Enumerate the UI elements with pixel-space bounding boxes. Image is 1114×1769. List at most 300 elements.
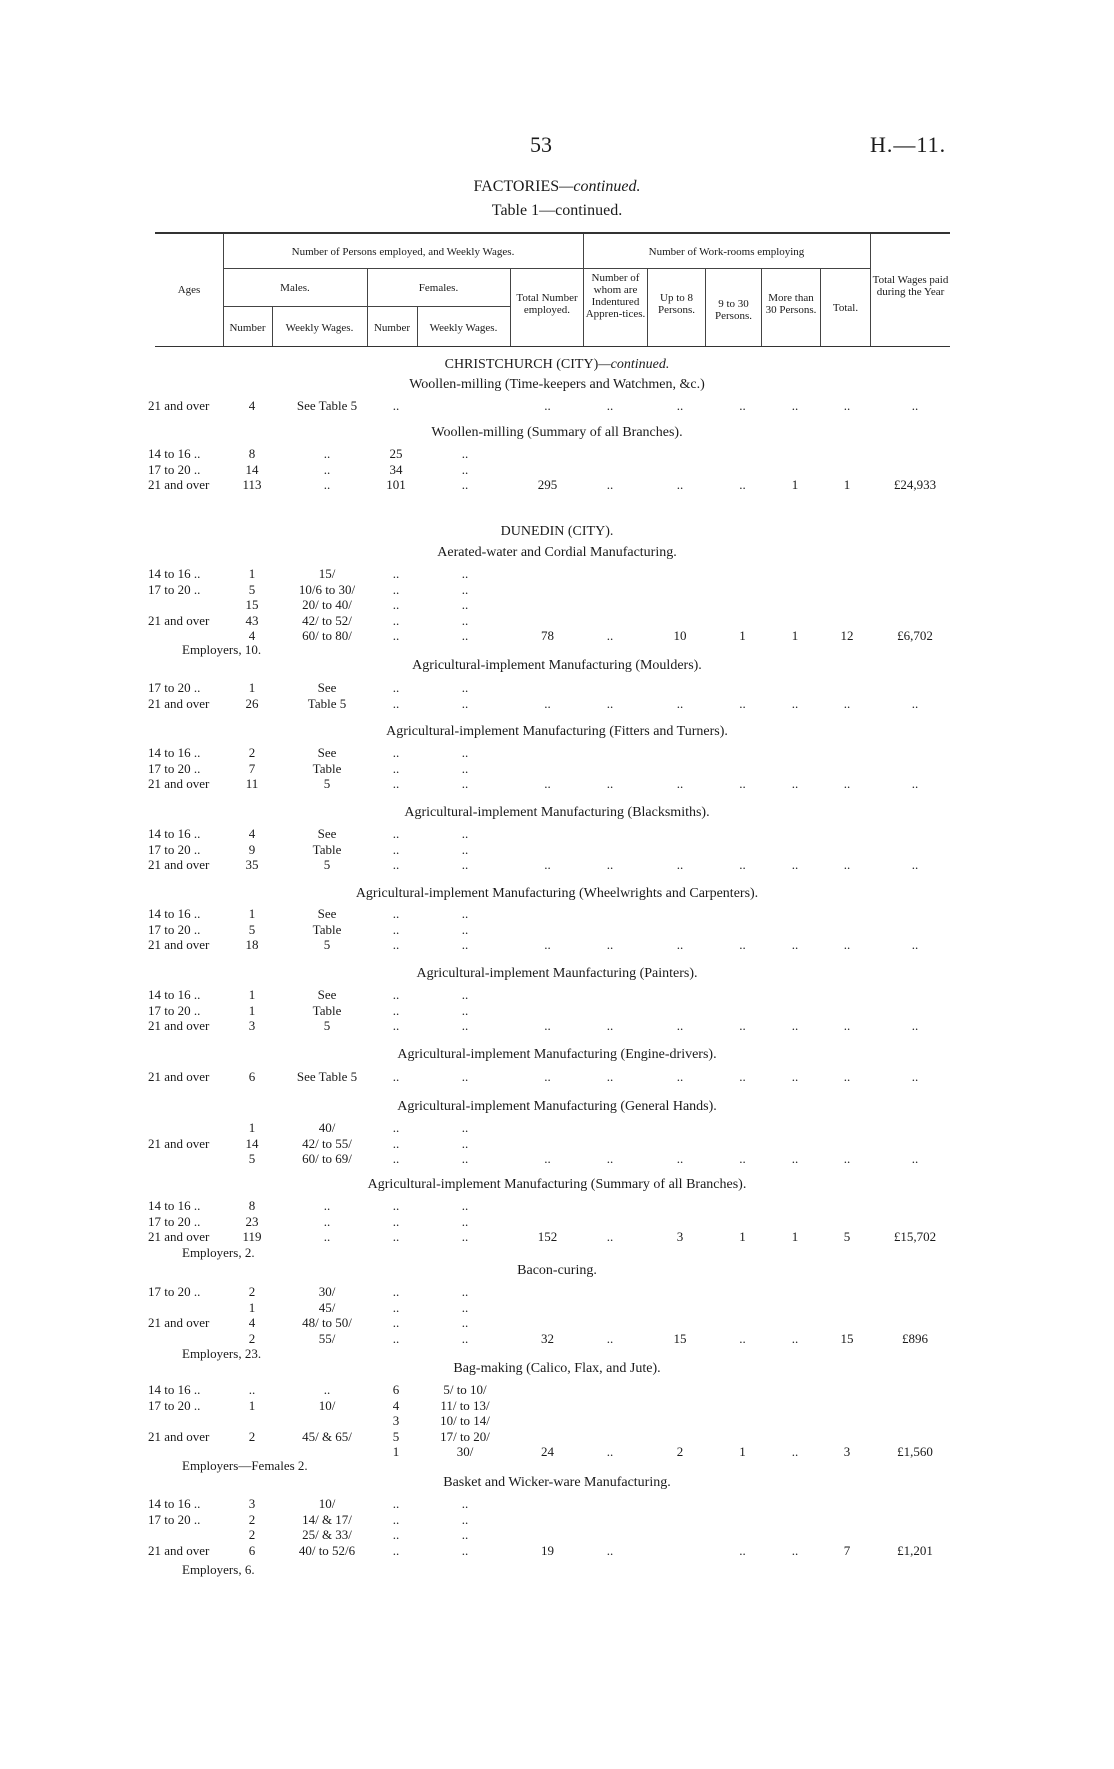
cell-female-wages: 11/ to 13/ (440, 1397, 490, 1413)
cell-apprentices: .. (606, 1018, 614, 1033)
cell-9-to-30: .. (739, 1151, 746, 1166)
cell-male-wages: 5 (323, 776, 331, 791)
cell-female-wages: .. (461, 760, 469, 776)
cell-female-wages: .. (461, 921, 469, 937)
cell-total-wages: .. (911, 1151, 919, 1166)
cell-female-number: .. (392, 1527, 400, 1542)
cell-female-wages: .. (461, 1018, 469, 1033)
cell-female-wages: .. (461, 1229, 469, 1244)
title-cont: —continued. (559, 178, 641, 195)
cell-female-wages: .. (461, 745, 469, 760)
cell-male-wages: See Table 5 (296, 1069, 358, 1084)
cell-up-to-8: .. (676, 1151, 684, 1166)
cell-up-to-8: .. (676, 1018, 684, 1033)
cell-male-number: 6 (248, 1069, 256, 1084)
cell-age: 14 to 16 .. (148, 987, 201, 1002)
cell-total-employed: 78 (541, 628, 554, 643)
table-row (0, 826, 1114, 842)
cell-male-number: 1 (248, 987, 256, 1002)
cell-male-number: 9 (248, 841, 256, 857)
cell-female-wages: .. (461, 857, 469, 872)
cell-female-wages: 30/ (456, 1444, 474, 1459)
cell-apprentices: .. (606, 1151, 614, 1166)
cell-apprentices: .. (606, 776, 614, 791)
cell-male-number: 43 (245, 612, 259, 628)
table-row (0, 1429, 1114, 1445)
cell-total: .. (843, 857, 851, 872)
table-row (0, 922, 1114, 938)
cell-age: 14 to 16 .. (148, 1198, 201, 1213)
cell-more-than-30: .. (791, 1151, 799, 1166)
cell-female-wages: .. (461, 477, 469, 492)
cell-male-wages: Table (312, 921, 342, 937)
cell-age: 14 to 16 .. (148, 745, 201, 760)
cell-male-wages: 60/ to 69/ (302, 1151, 352, 1166)
table-row (0, 1331, 1114, 1347)
cell-age: 21 and over (148, 695, 210, 711)
cell-9-to-30: .. (739, 695, 746, 711)
cell-female-number: .. (392, 1229, 400, 1244)
cell-female-wages: 10/ to 14/ (440, 1413, 490, 1428)
cell-male-number: 8 (248, 446, 256, 461)
cell-total-wages: .. (911, 398, 919, 413)
cell-male-number: 8 (248, 1198, 256, 1213)
section-title: Agricultural-implement Manufacturing (Blacksmiths). (404, 805, 710, 820)
table-row (0, 566, 1114, 582)
cell-age: 17 to 20 .. (148, 841, 201, 857)
cell-female-number: .. (392, 1284, 400, 1299)
cell-male-wages: .. (323, 477, 331, 492)
cell-female-wages: .. (461, 1496, 469, 1511)
cell-male-number: 5 (248, 1151, 256, 1166)
cell-age: 14 to 16 .. (148, 446, 201, 461)
region-christchurch (0, 357, 1114, 373)
cell-9-to-30: .. (739, 776, 746, 791)
cell-age: 21 and over (148, 1315, 210, 1330)
cell-age: 21 and over (148, 776, 210, 791)
section-title: Agricultural-implement Maunfacturing (Painters). (416, 966, 698, 981)
cell-total-employed: 32 (541, 1330, 554, 1346)
table-row (0, 1382, 1114, 1398)
table-row (0, 1069, 1114, 1085)
cell-male-number: 1 (248, 566, 256, 581)
section-title: Bacon-curing. (517, 1263, 597, 1278)
table-row (0, 776, 1114, 792)
cell-more-than-30: .. (791, 1444, 799, 1459)
cell-female-number: 34 (389, 461, 403, 477)
cell-age: 17 to 20 .. (148, 1511, 201, 1527)
cell-female-number: .. (392, 906, 400, 921)
cell-up-to-8: .. (676, 776, 684, 791)
cell-male-wages: See (317, 826, 337, 841)
cell-female-wages: .. (461, 1284, 469, 1299)
cell-female-wages: .. (461, 1527, 469, 1542)
cell-age: 17 to 20 .. (148, 1002, 201, 1018)
cell-total-wages: .. (911, 1018, 919, 1033)
cell-male-number: 113 (242, 477, 262, 492)
cell-apprentices: .. (606, 857, 614, 872)
cell-male-wages: 42/ to 52/ (302, 612, 352, 628)
cell-male-wages: 40/ (318, 1120, 336, 1135)
cell-more-than-30: .. (791, 695, 799, 711)
cell-female-wages: .. (461, 1120, 469, 1135)
cell-apprentices: .. (606, 1330, 614, 1346)
cell-apprentices: .. (606, 477, 614, 492)
cell-9-to-30: .. (739, 398, 746, 413)
table-row (0, 1284, 1114, 1300)
cell-male-number: 14 (245, 461, 259, 477)
cell-age: 21 and over (148, 398, 210, 413)
cell-total: 5 (843, 1229, 851, 1244)
section-title: Agricultural-implement Manufacturing (Wheelwrights and Carpenters). (355, 886, 759, 901)
cell-apprentices: .. (606, 1542, 614, 1558)
cell-female-wages: .. (461, 1511, 469, 1527)
cell-female-wages: .. (461, 581, 469, 597)
cell-male-number: .. (248, 1382, 256, 1397)
section-title: Basket and Wicker-ware Manufacturing. (443, 1475, 671, 1490)
cell-female-number: .. (392, 1069, 400, 1084)
cell-male-number: 3 (248, 1018, 256, 1033)
cell-female-wages: .. (461, 1151, 469, 1166)
cell-female-wages: .. (461, 1330, 469, 1346)
cell-female-number: .. (392, 1198, 400, 1213)
cell-male-number: 4 (248, 628, 256, 643)
cell-9-to-30: 1 (739, 1229, 746, 1244)
cell-female-wages: 17/ to 20/ (440, 1428, 490, 1444)
section-title: Agricultural-implement Manufacturing (Summary of all Branches). (367, 1177, 747, 1192)
cell-female-number: 4 (392, 1397, 400, 1413)
cell-total: .. (843, 1069, 851, 1084)
cell-more-than-30: .. (791, 1069, 799, 1084)
table-row (0, 1496, 1114, 1512)
table-row (0, 842, 1114, 858)
cell-total-employed: 295 (537, 477, 558, 492)
cell-age: 21 and over (148, 1428, 210, 1444)
cell-9-to-30: 1 (739, 628, 746, 643)
table-row (0, 1300, 1114, 1316)
cell-female-wages: .. (461, 612, 469, 628)
table-row (0, 462, 1114, 478)
cell-total-wages: £1,560 (897, 1444, 933, 1459)
document-reference: H.—11. (870, 132, 947, 157)
col-males: Males. (280, 282, 310, 294)
cell-more-than-30: .. (791, 1018, 799, 1033)
cell-female-number: .. (392, 826, 400, 841)
cell-female-wages: .. (461, 446, 469, 461)
region-christchurch-cont: —continued. (598, 357, 670, 372)
cell-male-number: 1 (248, 906, 256, 921)
table-row (0, 937, 1114, 953)
table-row (0, 1543, 1114, 1559)
cell-male-wages: 10/ (318, 1496, 336, 1511)
section-title: Agricultural-implement Manufacturing (Engine-drivers). (397, 1047, 717, 1062)
cell-up-to-8: .. (676, 857, 684, 872)
table-row (0, 628, 1114, 644)
section-title: Woollen-milling (Summary of all Branches). (431, 425, 683, 440)
region-christchurch-name: CHRISTCHURCH (CITY) (444, 357, 599, 372)
cell-female-wages: .. (461, 1213, 469, 1229)
cell-total: 3 (843, 1444, 851, 1459)
cell-total-employed: .. (544, 937, 551, 952)
cell-total: 1 (843, 477, 851, 492)
cell-male-wages: 5 (323, 937, 331, 952)
cell-more-than-30: 1 (791, 1229, 799, 1244)
cell-female-number: .. (392, 857, 400, 872)
cell-female-wages: .. (461, 937, 469, 952)
table-row (0, 1512, 1114, 1528)
cell-age: 21 and over (148, 612, 210, 628)
cell-total-wages: .. (911, 937, 919, 952)
cell-9-to-30: .. (739, 937, 746, 952)
cell-male-wages: 40/ to 52/6 (298, 1542, 356, 1558)
cell-female-number: .. (392, 1511, 400, 1527)
col-9-to-30: 9 to 30 Persons. (715, 298, 752, 322)
cell-total: 12 (840, 628, 854, 643)
cell-male-wages: 10/ (318, 1397, 336, 1413)
cell-male-wages: .. (323, 1229, 331, 1244)
cell-female-number: .. (392, 1542, 400, 1558)
table-row (0, 1151, 1114, 1167)
col-females-wages: Weekly Wages. (429, 322, 498, 334)
col-total: Total. (832, 302, 859, 314)
cell-female-number: .. (392, 937, 400, 952)
cell-male-wages: .. (323, 446, 331, 461)
cell-female-number: .. (392, 1002, 400, 1018)
table-row (0, 1398, 1114, 1414)
cell-9-to-30: .. (739, 1330, 746, 1346)
employers-note: Employers, 23. (182, 1346, 262, 1361)
cell-total-wages: £24,933 (893, 477, 937, 492)
cell-male-number: 2 (248, 1511, 256, 1527)
cell-more-than-30: .. (791, 776, 799, 791)
cell-male-wages: 14/ & 17/ (302, 1511, 352, 1527)
table-row (0, 906, 1114, 922)
section-title: Bag-making (Calico, Flax, and Jute). (453, 1361, 661, 1376)
cell-age: 17 to 20 .. (148, 1284, 201, 1299)
cell-up-to-8: 2 (676, 1444, 684, 1459)
cell-female-number: .. (392, 1213, 400, 1229)
cell-total: .. (843, 695, 851, 711)
cell-male-wages: See (317, 987, 337, 1002)
cell-apprentices: .. (606, 628, 614, 643)
cell-total-employed: 19 (541, 1542, 554, 1558)
cell-female-wages: .. (461, 566, 469, 581)
cell-female-number: .. (392, 398, 400, 413)
cell-total-employed: .. (544, 398, 551, 413)
cell-male-wages: .. (323, 1382, 331, 1397)
cell-total-wages: £15,702 (893, 1229, 937, 1244)
cell-male-wages: 20/ to 40/ (302, 597, 352, 612)
cell-male-wages: 25/ & 33/ (302, 1527, 352, 1542)
cell-age: 14 to 16 .. (148, 566, 201, 581)
cell-total: 15 (840, 1330, 854, 1346)
cell-male-wages: Table 5 (307, 695, 347, 711)
cell-male-number: 4 (248, 398, 256, 413)
table-row (0, 761, 1114, 777)
cell-female-number: .. (392, 1120, 400, 1135)
cell-age: 21 and over (148, 477, 210, 492)
section-title: Woollen-milling (Time-keepers and Watchmen, &c.) (409, 377, 705, 392)
table-row (0, 696, 1114, 712)
table-row (0, 1413, 1114, 1429)
cell-age: 21 and over (148, 1018, 210, 1033)
cell-up-to-8: .. (676, 937, 684, 952)
cell-female-wages: .. (461, 987, 469, 1002)
table-row (0, 1003, 1114, 1019)
section-title: Agricultural-implement Manufacturing (Moulders). (412, 658, 702, 673)
cell-female-number: .. (392, 695, 400, 711)
cell-female-number: .. (392, 581, 400, 597)
cell-female-number: .. (392, 566, 400, 581)
cell-total-employed: .. (544, 776, 551, 791)
cell-age: 17 to 20 .. (148, 581, 201, 597)
cell-male-number: 2 (248, 1527, 256, 1542)
col-more-than-30: More than 30 Persons. (765, 292, 817, 316)
cell-more-than-30: 1 (791, 628, 799, 643)
table-row (0, 1229, 1114, 1245)
cell-total-employed: 24 (541, 1444, 554, 1459)
cell-male-wages: 45/ (318, 1299, 336, 1315)
cell-apprentices: .. (606, 695, 614, 711)
cell-male-wages: See (317, 745, 337, 760)
cell-up-to-8: .. (676, 477, 684, 492)
table-row (0, 582, 1114, 598)
cell-9-to-30: 1 (739, 1444, 746, 1459)
cell-male-wages: 48/ to 50/ (302, 1315, 352, 1330)
cell-male-number: 15 (245, 597, 259, 612)
cell-9-to-30: .. (739, 857, 746, 872)
cell-more-than-30: .. (791, 1330, 799, 1346)
employers-note: Employers, 10. (182, 642, 262, 657)
cell-male-number: 1 (248, 1002, 256, 1018)
col-up-to-8: Up to 8 Persons. (658, 292, 695, 316)
cell-male-wages: 45/ & 65/ (302, 1428, 352, 1444)
cell-total: .. (843, 1151, 851, 1166)
cell-female-number: 101 (386, 477, 406, 492)
cell-female-number: .. (392, 921, 400, 937)
table-row (0, 857, 1114, 873)
cell-male-wages: .. (323, 461, 331, 477)
table-row (0, 1120, 1114, 1136)
col-persons-group: Number of Persons employed, and Weekly Wages. (291, 246, 515, 258)
cell-total-employed: .. (544, 695, 551, 711)
cell-female-number: .. (392, 1315, 400, 1330)
employers-note: Employers—Females 2. (182, 1458, 308, 1473)
cell-male-wages: 60/ to 80/ (302, 628, 352, 643)
cell-total: .. (843, 937, 851, 952)
cell-female-number: .. (392, 1151, 400, 1166)
cell-up-to-8: 3 (676, 1229, 684, 1244)
cell-up-to-8: 15 (673, 1330, 687, 1346)
cell-apprentices: .. (606, 1069, 614, 1084)
cell-male-wages: 10/6 to 30/ (298, 581, 356, 597)
cell-female-wages: .. (461, 1002, 469, 1018)
cell-total-wages: £1,201 (897, 1542, 933, 1558)
cell-female-number: .. (392, 776, 400, 791)
table-row (0, 1214, 1114, 1230)
cell-age: 21 and over (148, 1135, 210, 1151)
cell-total-employed: .. (544, 1069, 551, 1084)
cell-female-wages: .. (461, 826, 469, 841)
cell-male-number: 18 (245, 937, 259, 952)
cell-total-wages: £896 (902, 1330, 928, 1346)
cell-total-wages: £6,702 (897, 628, 933, 643)
cell-age: 17 to 20 .. (148, 921, 201, 937)
cell-male-number: 1 (248, 1299, 256, 1315)
cell-total-employed: .. (544, 1151, 551, 1166)
cell-male-wages: .. (323, 1198, 331, 1213)
cell-age: 17 to 20 .. (148, 1213, 201, 1229)
cell-male-number: 11 (245, 776, 259, 791)
cell-female-wages: .. (461, 695, 469, 711)
cell-male-number: 1 (248, 680, 256, 695)
col-total-wages: Total Wages paid during the Year (872, 274, 949, 298)
cell-more-than-30: .. (791, 857, 799, 872)
cell-age: 17 to 20 .. (148, 1397, 201, 1413)
cell-up-to-8: .. (676, 1069, 684, 1084)
cell-male-wages: Table (312, 1002, 342, 1018)
cell-age: 21 and over (148, 1069, 210, 1084)
table-subtitle: Table 1—continued. (491, 202, 623, 219)
cell-male-number: 14 (245, 1135, 259, 1151)
cell-9-to-30: .. (739, 1069, 746, 1084)
cell-female-wages: .. (461, 628, 469, 643)
cell-female-wages: .. (461, 1299, 469, 1315)
cell-more-than-30: .. (791, 1542, 799, 1558)
cell-age: 17 to 20 .. (148, 680, 201, 695)
cell-male-wages: 5 (323, 1018, 331, 1033)
col-ages: Ages (177, 284, 201, 296)
cell-female-wages: .. (461, 1069, 469, 1084)
col-workrooms-group: Number of Work-rooms employing (648, 246, 805, 258)
cell-female-number: .. (392, 1135, 400, 1151)
title-main: FACTORIES (473, 178, 560, 195)
cell-female-number: .. (392, 1496, 400, 1511)
cell-total-wages: .. (911, 857, 919, 872)
table-row (0, 398, 1114, 414)
cell-male-number: 2 (248, 1284, 256, 1299)
cell-total: 7 (843, 1542, 851, 1558)
cell-age: 14 to 16 .. (148, 826, 201, 841)
cell-age: 21 and over (148, 857, 210, 872)
cell-male-number: 23 (245, 1213, 259, 1229)
employers-note: Employers, 2. (182, 1245, 255, 1260)
cell-male-wages: .. (323, 1213, 331, 1229)
col-females-number: Number (373, 322, 411, 334)
cell-age: 21 and over (148, 1542, 210, 1558)
cell-age: 21 and over (148, 1229, 210, 1244)
cell-age: 14 to 16 .. (148, 906, 201, 921)
cell-female-wages: .. (461, 776, 469, 791)
table-row (0, 1198, 1114, 1214)
page-title (0, 178, 1114, 196)
cell-male-number: 35 (245, 857, 259, 872)
cell-age: 14 to 16 .. (148, 1382, 201, 1397)
cell-total: .. (843, 776, 851, 791)
cell-total-employed: .. (544, 857, 551, 872)
cell-female-wages: 5/ to 10/ (443, 1382, 487, 1397)
cell-male-wages: 15/ (318, 566, 336, 581)
cell-male-wages: 5 (323, 857, 331, 872)
cell-male-number: 7 (248, 760, 256, 776)
cell-male-number: 2 (248, 1428, 256, 1444)
cell-female-number: 25 (389, 446, 403, 461)
cell-age: 17 to 20 .. (148, 461, 201, 477)
cell-male-number: 2 (248, 745, 256, 760)
cell-total-employed: .. (544, 1018, 551, 1033)
cell-more-than-30: .. (791, 398, 799, 413)
cell-male-wages: 30/ (318, 1284, 336, 1299)
